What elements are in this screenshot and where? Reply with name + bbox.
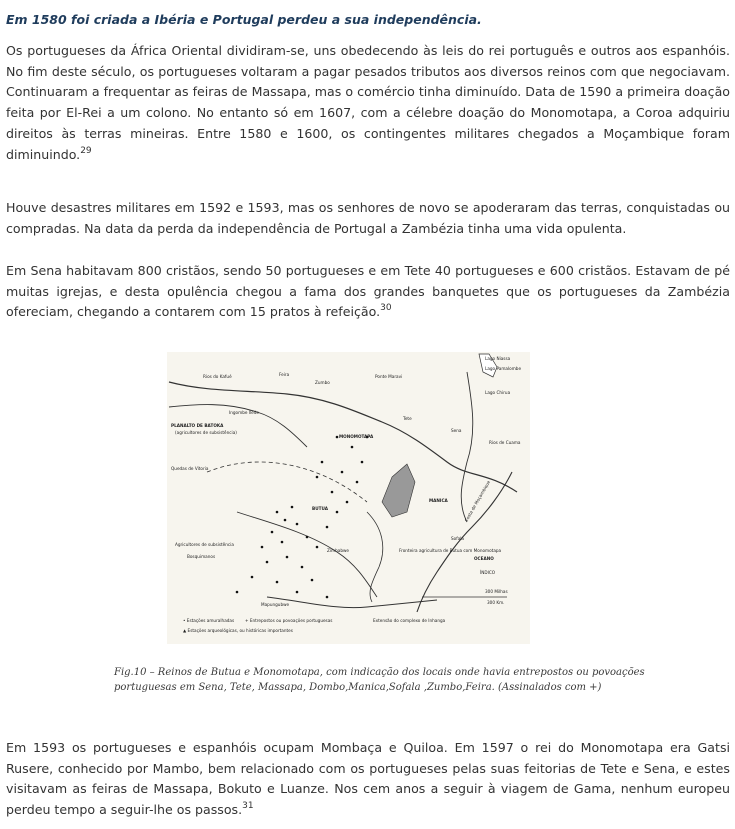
paragraph-1 — [6, 41, 730, 165]
paragraph-3-text: Em Sena habitavam 800 cristãos, sendo 50 portugueses e em Tete 40 portugueses e 600 cristãos. Estavam de pé muitas igrejas, e desta opulência chegou a fama dos grandes banquetes que os portugueses da Zambézia ofereciam, chegando a contarem com 15 pratos à refeição. — [6, 263, 730, 320]
label-manica: MANICA — [429, 498, 448, 503]
legend-inyanga: Extensão do complexo de Inhanga — [373, 618, 446, 623]
footnote-29-link[interactable]: 29 — [80, 145, 92, 156]
label-zimbabwe: Zimbabwe — [327, 548, 349, 553]
label-zumbo: Zumbo — [315, 380, 330, 385]
label-planalto-sub: (agricultores de subsistência) — [175, 430, 237, 435]
label-tete: Tete — [403, 416, 412, 421]
label-oceano: OCEANO — [474, 556, 494, 561]
label-lago-niassa: Lago Niassa — [485, 356, 511, 361]
label-agricultores: Agricultores de subsistência — [175, 542, 234, 547]
label-planalto: PLANALTO DE BATOKA — [171, 423, 224, 428]
label-feira: Feira — [279, 372, 290, 377]
label-sena: Sena — [451, 428, 462, 433]
label-indico: ÍNDICO — [480, 570, 496, 575]
label-ponte-maravi: Ponte Maravi — [375, 374, 403, 379]
label-lago-chirua: Lago Chirua — [485, 390, 511, 395]
page-heading: Em 1580 foi criada a Ibéria e Portugal perdeu a sua independência. — [6, 12, 482, 27]
label-bosquimanos: Bosquimanos — [187, 554, 216, 559]
label-rios-cuama: Rios de Cuama — [489, 440, 521, 445]
footnote-31-link[interactable]: 31 — [242, 801, 254, 812]
caption-line-2: portuguesas em Sena, Tete, Massapa, Dombo,Manica,Sofala ,Zumbo,Feira. (Assinalados com +) — [114, 682, 602, 693]
figure-caption — [114, 665, 645, 695]
label-sofala: Sofala — [451, 536, 464, 541]
footnote-30-link[interactable]: 30 — [380, 303, 392, 314]
label-scale-km: 300 Km. — [487, 600, 505, 605]
legend-portuguese-posts: + Entrepostos ou povoações portuguesas — [245, 618, 333, 623]
label-monomotapa: MONOMOTAPA — [339, 434, 374, 439]
label-fronteira: Fronteira agricultura de Butua com Monomotapa — [399, 548, 502, 553]
label-lago-pamalombe: Lago Pamalombe — [485, 366, 522, 371]
label-butua: BUTUA — [312, 506, 328, 511]
paragraph-3 — [6, 261, 730, 323]
map-image — [167, 352, 530, 644]
caption-line-1: Fig.10 – Reinos de Butua e Monomotapa, com indicação dos locais onde havia entrepostos ou povoações — [114, 667, 645, 678]
map-figure — [167, 352, 530, 644]
label-ingombe-ilede: Ingombe Ilede — [229, 410, 259, 415]
label-costa-mocambique: Costa de Moçambique — [463, 479, 492, 523]
legend-walled-stations: • Estações amuralhadas — [183, 618, 235, 623]
paragraph-2: Houve desastres militares em 1592 e 1593, mas os senhores de novo se apoderaram das terras, conquistadas ou compradas. Na data da perda da independência de Portugal a Zambézia tinha uma vida opulenta. — [6, 200, 730, 236]
legend-archaeological: ▲ Estações arqueológicas, ou históricas importantes — [183, 628, 293, 633]
paragraph-4-text: Em 1593 os portugueses e espanhóis ocupam Mombaça e Quiloa. Em 1597 o rei do Monomotapa era Gatsi Rusere, conhecido por Mambo, bem relacionado com os portugueses pelas suas feitorias de Tete e Sena, e estes visitavam as feiras de Massapa, Bokuto e Luanze. Nos cem anos a seguir à viagem de Gama, nenhum europeu perdeu tempo a seguir-lhe os passos. — [6, 740, 730, 818]
label-quedas-vitoria: Quedas de Vitoria — [171, 466, 209, 471]
label-rios-kafue: Rios do Kafué — [203, 374, 232, 379]
paragraph-4 — [6, 738, 730, 821]
label-mapungubwe: Mapungubwe — [261, 602, 290, 607]
label-scale-miles: 300 Milhas — [485, 589, 508, 594]
paragraph-1-text: Os portugueses da África Oriental dividiram-se, uns obedecendo às leis do rei português e outros aos espanhóis. No fim deste século, os portugueses voltaram a pagar pesados tributos aos diversos reinos com que negociavam. Continuaram a frequentar as feiras de Massapa, mas o comércio tinha diminuído. Data de 1590 a primeira doação feita por El-Rei a um colono. No entanto só em 1607, com a célebre doação do Monomotapa, a Coroa adquiriu direitos às terras mineiras. Entre 1580 e 1600, os contingentes militares chegados a Moçambique foram diminuindo. — [6, 43, 730, 162]
